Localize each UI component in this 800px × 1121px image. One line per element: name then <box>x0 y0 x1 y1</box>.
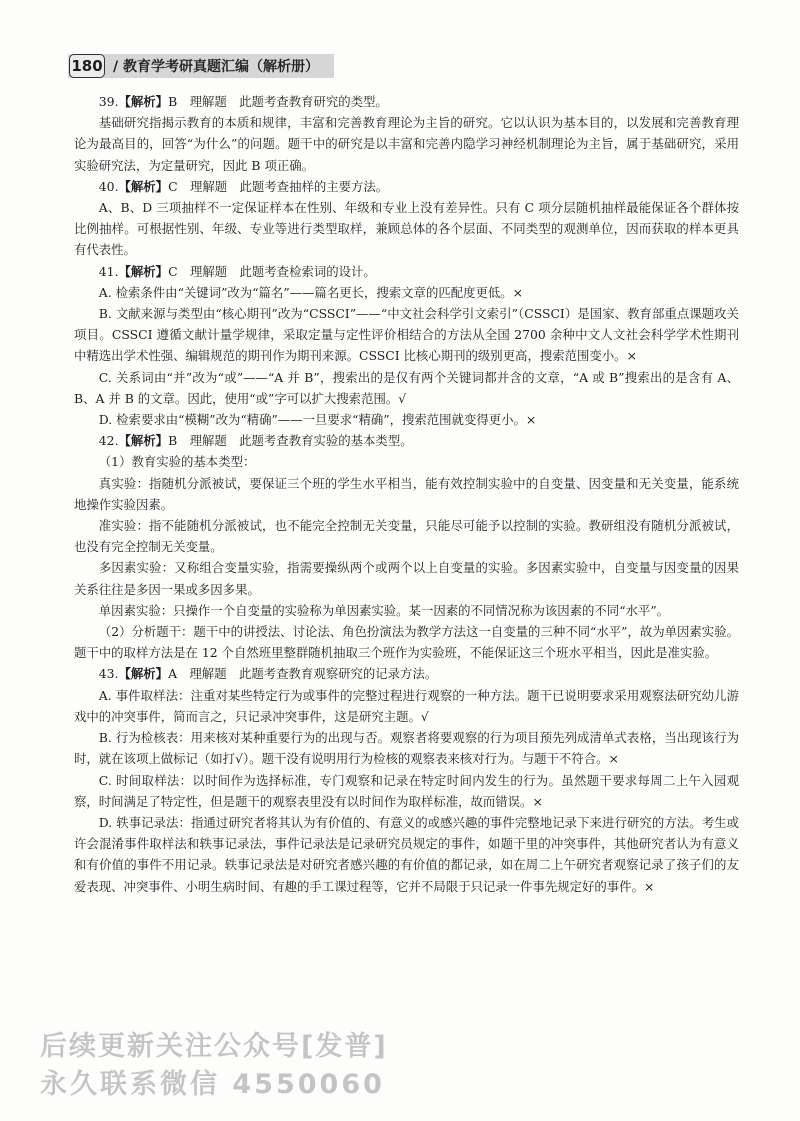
answer-39-heading: 39.【解析】B 理解题 此题考查教育研究的类型。 <box>98 94 388 109</box>
answer-42-quasi-experiment: 准实验：指不能随机分派被试，也不能完全控制无关变量，只能尽可能予以控制的实验。教研组没有随机分派被试，也没有完全控制无关变量。 <box>74 518 739 555</box>
watermark-line-2: 永久联系微信 4550060 <box>40 1069 385 1100</box>
book-title: / 教育学考研真题汇编（解析册） <box>113 59 319 75</box>
running-header <box>68 54 334 78</box>
answer-42-single-factor-experiment: 单因素实验：只操作一个自变量的实验称为单因素实验。某一因素的不同情况称为该因素的不同“水平”。 <box>98 602 670 618</box>
answer-42-heading: 42.【解析】B 理解题 此题考查教育实验的基本类型。 <box>98 433 413 449</box>
answer-43-heading: 43.【解析】A 理解题 此题考查教育观察研究的记录方法。 <box>98 666 438 682</box>
watermark-line-1: 后续更新关注公众号[发普] <box>40 1031 388 1062</box>
answer-41-option-c: C. 关系词由“并”改为“或”——“A 并 B”，搜索出的是仅有两个关键词都并含的文章，“A 或 B”搜索出的是含有 A、B、A 并 B 的文章。因此，使用“或”字可以扩大搜索范围。√ <box>74 369 739 406</box>
answer-43-option-a: A. 事件取样法：注重对某些特定行为或事件的完整过程进行观察的一种方法。题干已说明要求采用观察法研究幼儿游戏中的冲突事件，简而言之，只记录冲突事件，这是研究主题。√ <box>74 687 739 724</box>
answer-43-option-d: D. 轶事记录法：指通过研究者将其认为有价值的、有意义的或感兴趣的事件完整地记录下来进行研究的方法。考生或许会混淆事件取样法和轶事记录法，事件记录法是记录研究员规定的事件，如题干里的冲突事件，其他研究者认为有意义和有价值的事件不用记录。轶事记录法是对研究者感兴趣的有价值的都记录，如在周二上午研究者观察记录了孩子们的友爱表现、冲突事件、小明生病时间、有趣的手工课过程等，它并不局限于只记录一件事先规定好的事件。× <box>74 814 739 894</box>
answer-40-explanation: A、B、D 三项抽样不一定保证样本在性别、年级和专业上没有差异性。只有 C 项分层随机抽样最能保证各个群体按比例抽样。可根据性别、年级、专业等进行类型取样，兼顾总体的各个层面、不同类型的观测单位，因而获取的样本更具有代表性。 <box>74 200 739 258</box>
answer-41-option-a: A. 检索条件由“关键词”改为“篇名”——篇名更长，搜索文章的匹配度更低。× <box>98 284 524 300</box>
answer-42-analysis: （2）分析题干：题干中的讲授法、讨论法、角色扮演法为教学方法这一自变量的三种不同“水平”，故为单因素实验。题干中的取样方法是在 12 个自然班里整群随机抽取三个班作为实验班，不能保证这三个班水平相当，因此是准实验。 <box>74 624 739 661</box>
answer-41-option-b: B. 文献来源与类型由“核心期刊”改为“CSSCI”——“中文社会科学引文索引”（CSSCI）是国家、教育部重点课题攻关项目。CSSCI 遵循文献计量学规律，采取定量与定性评价相结合的方法从全国 2700 余种中文人文社会科学学术性期刊中精选出学术性强、编辑规范的期刊作为期刊来源。CSSCI 比核心期刊的级别更高，搜索范围变小。× <box>74 306 739 364</box>
answer-42-subheading: （1）教育实验的基本类型： <box>98 454 256 470</box>
page-number: 180 <box>69 54 105 78</box>
answer-39-explanation: 基础研究指揭示教育的本质和规律，丰富和完善教育理论为主旨的研究。它以认识为基本目的，以发展和完善教育理论为最高目的，回答“为什么”的问题。题干中的研究是以丰富和完善内隐学习神经机制理论为主旨，属于基础研究，采用实验研究法，为定量研究，因此 B 项正确。 <box>74 115 739 173</box>
answer-40-heading: 40.【解析】C 理解题 此题考查抽样的主要方法。 <box>98 178 389 194</box>
answer-42-true-experiment: 真实验：指随机分派被试，要保证三个班的学生水平相当，能有效控制实验中的自变量、因变量和无关变量，能系统地操作实验因素。 <box>74 475 739 512</box>
answer-41-heading: 41.【解析】C 理解题 此题考查检索词的设计。 <box>98 263 376 279</box>
answer-43-option-c: C. 时间取样法：以时间作为选择标准，专门观察和记录在特定时间内发生的行为。虽然题干要求每周二上午入园观察，时间满足了特定性，但是题干的观察表里没有以时间作为取样标准，故而错误。× <box>74 772 739 809</box>
answer-41-option-d: D. 检索要求由“模糊”改为“精确”——一旦要求“精确”，搜索范围就变得更小。× <box>98 412 537 428</box>
answer-42-multifactor-experiment: 多因素实验：又称组合变量实验，指需要操纵两个或两个以上自变量的实验。多因素实验中，自变量与因变量的因果关系往往是多因一果或多因多果。 <box>74 560 739 597</box>
answer-analysis-body <box>74 91 739 897</box>
answer-43-option-b: B. 行为检核表：用来核对某种重要行为的出现与否。观察者将要观察的行为项目预先列成清单式表格，当出现该行为时，就在该项上做标记（如打√）。题干没有说明用行为检核的观察表来核对行为。与题干不符合。× <box>74 730 739 767</box>
